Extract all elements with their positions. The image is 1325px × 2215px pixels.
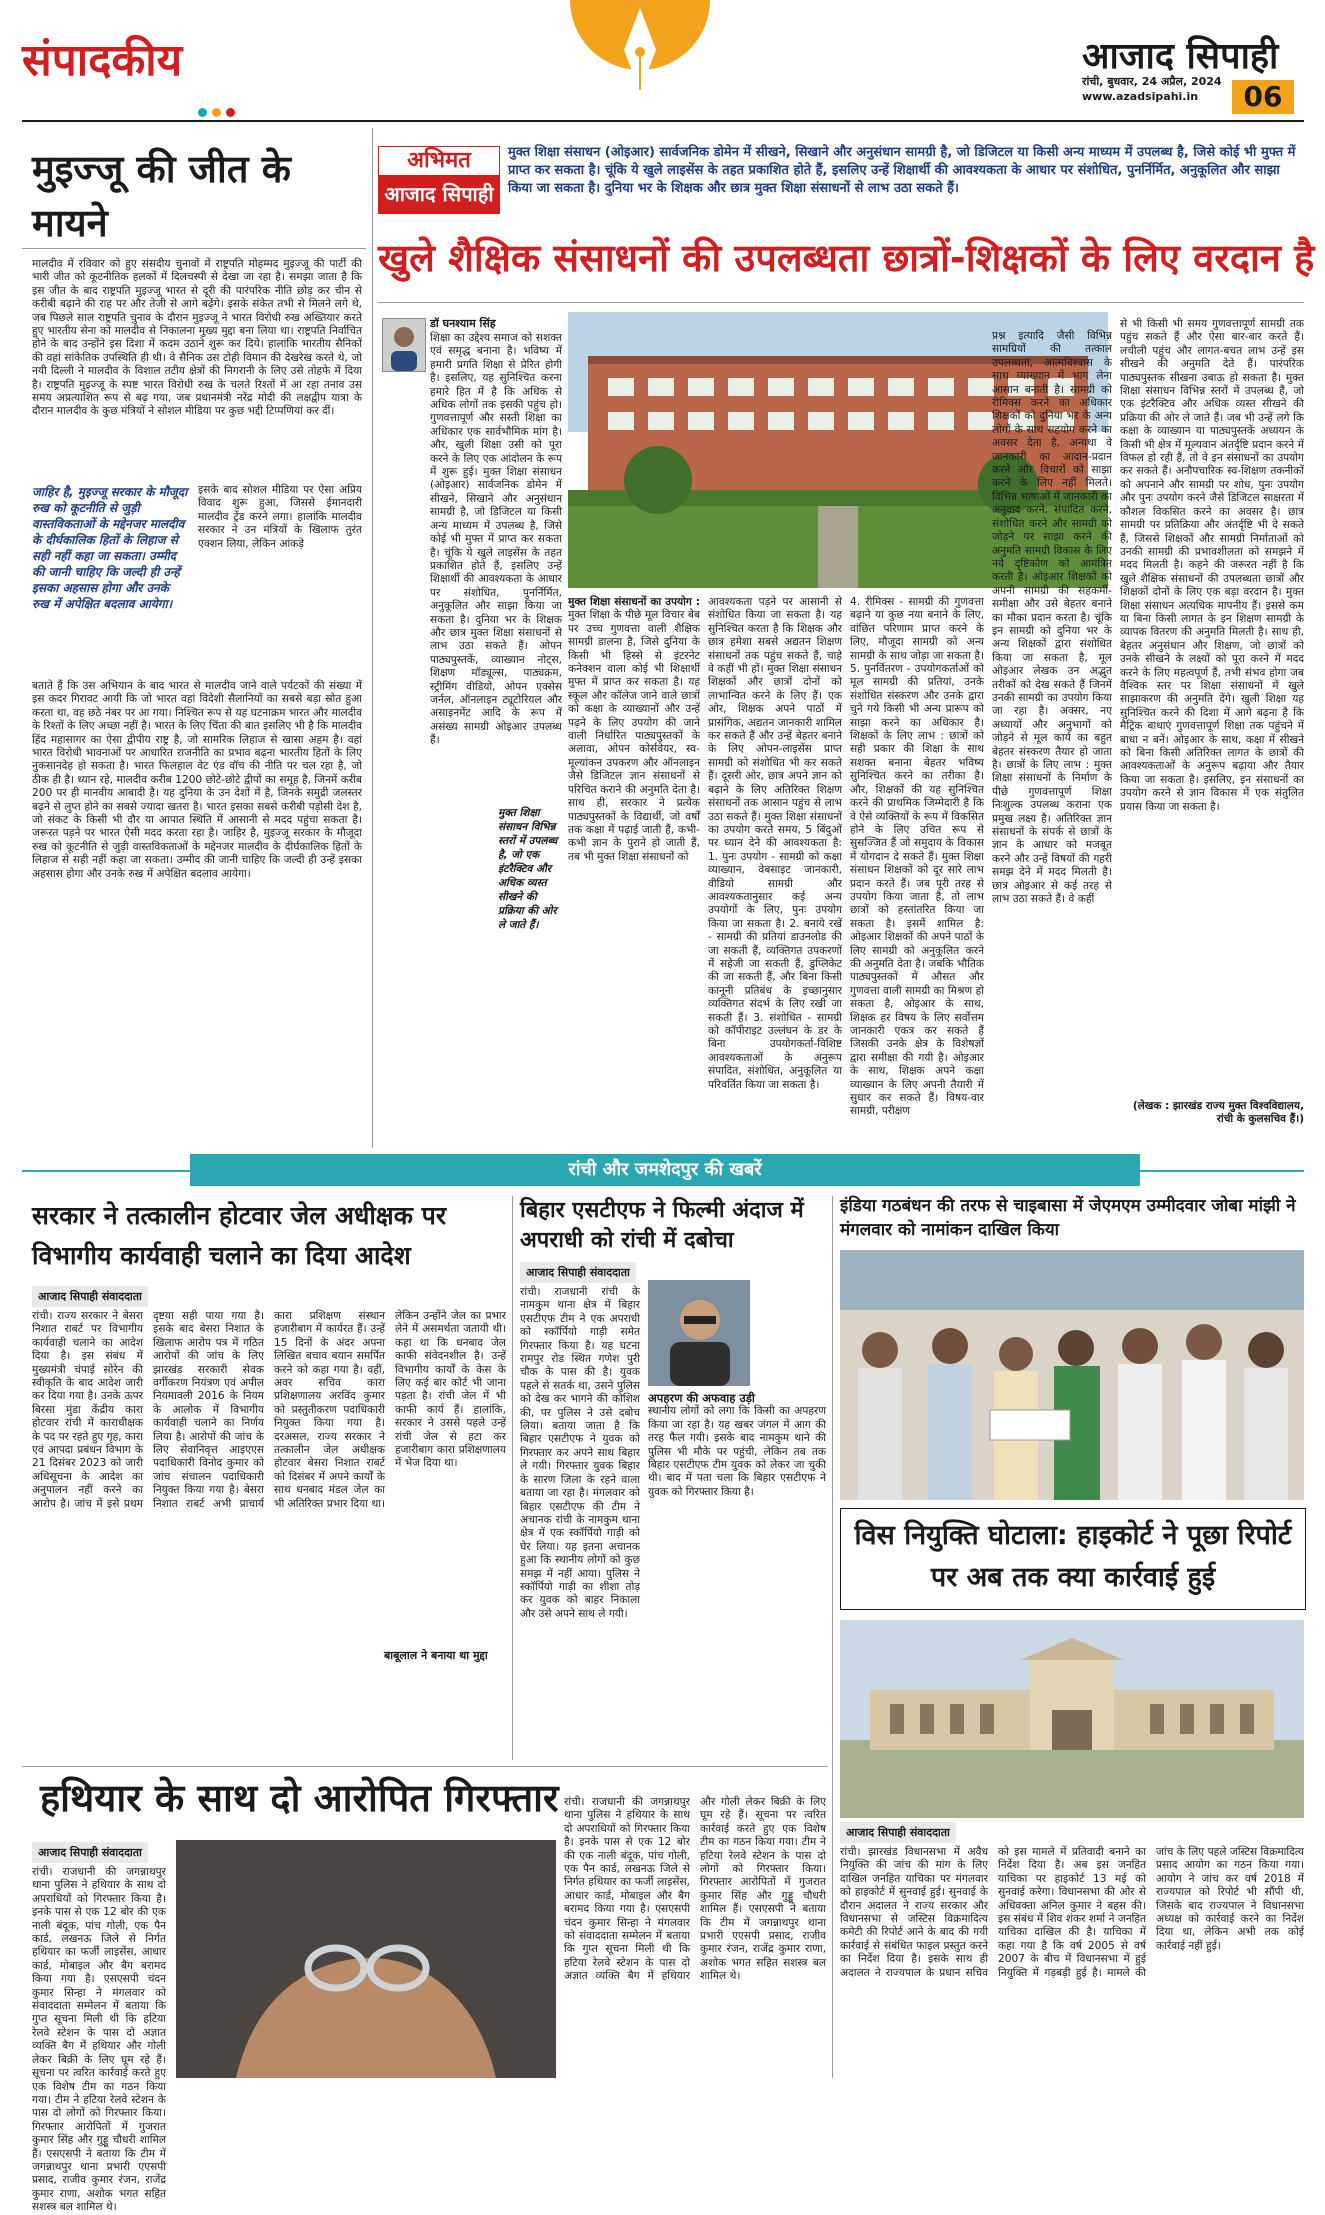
handcuffs-photo [176, 1840, 556, 2078]
opinion-col-4: प्रश्न इत्यादि जैसी विभिन्न सामग्रियों की तत्काल उपलब्धता, आत्मविश्वास के साथ व्याख्यान में भाग लेना आसान बनाती है। सामग्री को रीमिक्स करने का अधिकार शिक्षकों को दुनिया भर के अन्य लोगों के साथ सहयोग करने का अवसर देता है, अन्यथा वे जानकारी का आदान-प्रदान करने और विचारों को साझा करने के लिए नहीं मिलते। विभिन्न भाषाओं में जानकारी का अनुवाद करने, संपादित करने, संशोधित करने और सामग्री को जोड़ने पर साझा करने की अनुमति सामग्री विकास के लिए नये दृष्टिकोण को आमंत्रित करती है। ओइआर शिक्षकों को अपनी सामग्री की सहकर्मी-समीक्षा और उसे बेहतर बनाने का मौका प्रदान करता है। चूंकि इन सामग्री को दुनिया भर के अन्य शिक्षकों द्वारा संशोधित किया जा सकता है, मूल ओइआर लेखक उन अद्भुत तरीकों को देख सकते हैं जिनमें उनकी सामग्री का उपयोग किया जा रहा है। अक्सर, नए अध्यायों और अनुभागों को जोड़ने से मूल कार्य का बहुत बेहतर संस्करण तैयार हो जाता है। छात्रों के लिए लाभ : मुक्त शिक्षा संसाधनों के निर्माण के पीछे गुणवत्तापूर्ण शिक्षा निःशुल्क उपलब्ध कराना एक प्रमुख लक्ष्य है। अतिरिक्त ज्ञान संसाधनों के संपर्क से छात्रों के ज्ञान के आधार को मजबूत करने और उन्हें विषयों की गहरी समझ देने में मदद मिलती है। छात्र ओइआर से कई तरह से लाभ उठा सकते हैं। वे कहीं [992, 330, 1112, 906]
author-name: डॉ घनश्याम सिंह [430, 317, 496, 330]
editorial-body-1: मालदीव में रविवार को हुए संसदीय चुनावों में राष्ट्रपति मोहम्मद मुइज्जू की पार्टी की भारी जीत को कूटनीतिक हलकों में दिलचस्पी से देखा जा रहा है। समझा जाता है कि इस जीत के बाद राष्ट्रपति मुइज्जू भारत से दूरी की पारंपरिक नीति छोड़ कर चीन से करीबी बढ़ाने की राह पर और तेजी से आगे बढ़ेंगे। इसके संकेत तभी से मिलने लगे थे, जब पिछले साल राष्ट्रपति चुनाव के दौरान मुइज्जू ने भारत विरोधी रुख अख्तियार करते हुए भारतीय सेना को मालदीव से निकालना मुख्य मुद्दा बना लिया था। राष्ट्रपति निर्वाचित होने के बाद उन्होंने इस दिशा में कदम उठाने शुरू कर दिये। हालांकि भारतीय सैनिकों की वहां सांकेतिक उपस्थिति ही थी। वे सैनिक उस टोही विमान की देखरेख करते थे, जो नयी दिल्ली ने मालदीव के विशाल तटीय क्षेत्रों की निगरानी के लिए उसे तोहफे में दिया है। राष्ट्रपति मुइज्जू के स्पष्ट भारत विरोधी रुख के चलते रिश्तों में आ रहा तनाव उस समय अप्रत्याशित रूप से बढ़ गया, जब प्रधानमंत्री नरेंद्र मोदी की लक्षद्वीप यात्रा के दौरान मालदीव के कुछ मंत्रियों ने सोशल मीडिया पर कुछ भद्दी टिप्पणियां कर दीं। [32, 258, 362, 418]
section-band [190, 1154, 1140, 1186]
assembly-building-illustration [840, 1620, 1304, 1818]
opinion-col-2 [708, 596, 842, 1114]
handcuffed-hands-illustration [176, 1840, 556, 2078]
arrest-photo [648, 1280, 750, 1386]
opinion-badge-bottom: आजाद सिपाही [379, 175, 499, 213]
arms-byline: आजाद सिपाही संवाददाता [32, 1842, 148, 1863]
author-photo [382, 318, 426, 372]
court-byline: आजाद सिपाही संवाददाता [840, 1822, 956, 1843]
court-body: रांची। झारखंड विधानसभा में अवैध नियुक्ति की जांच की मांग के लिए दाखिल जनहित याचिका पर मंगलवार को हाइकोर्ट में सुनवाई हुई। सुनवाई के दौरान अदालत ने राज्य सरकार और विधानसभा से जस्टिस विक्रमादित्य कमेटी की रिपोर्ट आने के बाद की गयी कार्रवाई से संबंधित फाइल प्रस्तुत करने का निर्देश दिया है। इसके साथ ही अदालत ने राज्यपाल के प्रधान सचिव को इस मामले में प्रतिवादी बनाने का निर्देश दिया है। अब इस जनहित याचिका पर हाइकोर्ट 13 मई को सुनवाई करेगा। विधानसभा की ओर से अधिवक्ता अनिल कुमार ने बहस की। इस संबंध में शिव शंकर शर्मा ने जनहित याचिका दाखिल की है। याचिका में कहा गया है कि वर्ष 2005 से वर्ष 2007 के बीच में विधानसभा में हुई नियुक्ति में गड़बड़ी हुई है। मामले की जांच के लिए पहले जस्टिस विक्रमादित्य प्रसाद आयोग का गठन किया गया। आयोग ने जांच कर वर्ष 2018 में राज्यपाल को रिपोर्ट भी सौंपी थी, जिसके बाद राज्यपाल ने विधानसभा अध्यक्ष को कार्रवाई करने का निर्देश दिया था, लेकिन अभी तक कोई कार्रवाई नहीं हुई। [840, 1846, 1304, 1979]
arms-headline: हथियार के साथ दो आरोपित गिरफ्तार [40, 1776, 559, 1820]
opinion-badge [378, 146, 500, 214]
arms-body-col-1: रांची। राजधानी की जगन्नाथपुर थाना पुलिस ने हथियार के साथ दो अपराधियों को गिरफ्तार किया है। इनके पास से एक 12 बोर की एक नाली बंदूक, पांच गोली, एक पैन कार्ड, लखनऊ जिले से निर्गत हथियार का फर्जी लाइसेंस, आधार कार्ड, मोबाइल और बैग बरामद किया गया है। एसएसपी चंदन कुमार सिन्हा ने मंगलवार को संवाददाता सम्मेलन में बताया कि गुप्त सूचना मिली थी कि हटिया रेलवे स्टेशन के पास दो अज्ञात व्यक्ति बैग में हथियार और गोली लेकर बिक्री के लिए घूम रहे हैं। सूचना पर त्वरित कार्रवाई करते हुए एक विशेष टीम का गठन किया गया। टीम ने हटिया रेलवे स्टेशन के पास दो लोगों को गिरफ्तार किया। गिरफ्तार आरोपितों में गुजरात कुमार सिंह और गुड्डू चौधरी शामिल हैं। एसएसपी ने बताया कि टीम में जगन्नाथपुर थाना प्रभारी एएसपी प्रसाद, राजीव कुमार रंजन, राजेंद्र कुमार राणा, अशोक भगत सहित सशस्त्र बल शामिल थे। [32, 1866, 166, 2214]
opinion-standfirst: मुक्त शिक्षा संसाधन (ओइआर) सार्वजनिक डोमेन में सीखने, सिखाने और अनुसंधान सामग्री है, जो डिजिटल या किसी अन्य माध्यम में उपलब्ध है, जिसे कोई भी मुफ्त में प्राप्त कर सकता है। चूंकि ये खुले लाइसेंस के तहत प्रकाशित होते हैं, इसलिए उन्हें शिक्षार्थी की आवश्यकता के आधार पर संशोधित, पुनर्निर्मित, अनुकूलित और साझा किया जा सकता है। दुनिया भर के शिक्षक और छात्र मुक्त शिक्षा संसाधनों से लाभ उठा सकते हैं। [508, 145, 1296, 196]
jail-body: रांची। राज्य सरकार ने बेसरा निशात राबर्ट पर विभागीय कार्यवाही चलाने का आदेश दिया है। इस संबंध में मुख्यमंत्री चंपाई सोरेन की स्वीकृति के बाद आदेश जारी कर दिया गया है। उनके ऊपर बिरसा मुंडा केंद्रीय कारा होटवार रांची में काराधीक्षक के पद पर रहते हुए गृह, कारा एवं आपदा प्रबंधन विभाग के 21 दिसंबर 2023 को जारी अधिसूचना के आदेश का अनुपालन नहीं करने का आरोप है। जांच में इसे प्रथम दृष्टया सही पाया गया है। इसके बाद बेसरा निशात के खिलाफ आरोप पत्र में गठित आरोपों की जांच के लिए झारखंड सरकारी सेवक वर्गीकरण नियंत्रण एवं अपील नियमावली 2016 के नियम के आलोक में विभागीय कार्यवाही चलाने का निर्णय लिया है। आरोपों की जांच के लिए सेवानिवृत्त आइएएस पदाधिकारी विनोद कुमार को जांच संचालन पदाधिकारी नियुक्त किया गया है। बेसरा निशात राबर्ट अभी प्राचार्य कारा प्रशिक्षण संस्थान हजारीबाग में कार्यरत हैं। उन्हें 15 दिनों के अंदर अपना लिखित बचाव बयान समर्पित करने को कहा गया है। वहीं, अवर सचिव कारा प्रशिक्षणालय अरविंद कुमार को प्रस्तुतीकरण पदाधिकारी नियुक्त किया गया है। दरअसल, राज्य सरकार ने तत्कालीन जेल अधीक्षक होटवार बेसरा निशात राबर्ट को दिसंबर में अपने कार्यों के साथ धनबाद मंडल जेल का भी अतिरिक्त प्रभार दिया था। लेकिन उन्होंने जेल का प्रभार लेने में असमर्थता जतायी थी। कहा था कि धनबाद जेल काफी संवेदनशील है। उन्हें विभागीय कार्यों के केस के लिए कई बार कोर्ट भी जाना पड़ता है। रांची जेल में भी काफी कार्य हैं। हालांकि, सरकार ने उससे पहले उन्हें रांची जेल से हटा कर हजारीबाग कारा प्रशिक्षणालय में भेज दिया था। [32, 1310, 506, 1510]
section-band-label: रांची और जमशेदपुर की खबरें [568, 1159, 762, 1180]
dateline: रांची, बुधवार, 24 अप्रैल, 2024 [1082, 75, 1222, 88]
jmm-headline: इंडिया गठबंधन की तरफ से चाइबासा में जेएमएम उम्मीदवार जोबा मांझी ने मंगलवार को नामांकन दाखिल किया [840, 1196, 1296, 1240]
arrested-man-illustration [648, 1280, 750, 1386]
editorial-body-2: इसके बाद सोशल मीडिया पर ऐसा अप्रिय विवाद शुरू हुआ, जिससे ईमानदारी मालदीव ट्रेंड करने लगा। हालांकि मालदीव सरकार ने उन मंत्रियों के खिलाफ तुरंत एक्शन लिया, लेकिन आंकड़े [198, 484, 362, 550]
opinion-side-quote: मुक्त शिक्षा संसाधन विभिन्न स्तरों में उपलब्ध है, जो एक इंटरैक्टिव और अधिक व्यस्त सीखने की प्रक्रिया की ओर ले जाते हैं। [498, 807, 558, 931]
paper-logo: आजाद सिपाही [1082, 36, 1279, 77]
opinion-col-1b [568, 596, 700, 1114]
opinion-col-1b-head: मुक्त शिक्षा संसाधनों का उपयोग : [568, 596, 700, 608]
masthead [0, 0, 1325, 118]
opinion-col-1: शिक्षा का उद्देश्य समाज को सशक्त एवं समृद्ध बनाना है। भविष्य में हमारी प्रगति शिक्षा से प्रेरित होगी है। इसलिए, यह सुनिश्चित करना हमारे हित में है कि अधिक से अधिक लोगों तक इसकी पहुंच हो। गुणवत्तापूर्ण और सस्ती शिक्षा का अधिकार एक सार्वभौमिक मांग है। और, खुली शिक्षा उसी को पूरा करने के लिए एक आंदोलन के रूप में शुरू हुई। मुक्त शिक्षा संसाधन (ओइआर) सार्वजनिक डोमेन में सीखने, सिखाने और अनुसंधान सामग्री है, जो डिजिटल या किसी अन्य माध्यम में उपलब्ध है, जिसे कोई भी मुफ्त में प्राप्त कर सकता है। चूंकि ये खुले लाइसेंस के तहत प्रकाशित होते हैं, इसलिए उन्हें शिक्षार्थी की आवश्यकता के आधार पर संशोधित, पुनर्निर्मित, अनुकूलित और साझा किया जा सकता है। दुनिया भर के शिक्षक और छात्र मुक्त शिक्षा संसाधनों से लाभ उठा सकते हैं। ओपन पाठ्यपुस्तकें, व्याख्यान नोट्स, शिक्षण मॉड्यूल्स, पाठ्यक्रम, स्ट्रीमिंग वीडियो, ओपन एक्सेस जर्नल, ऑनलाइन ट्यूटोरियल और असाइनमेंट आदि के रूप में असंख्य सामग्री ओइआर उपलब्ध हैं। [430, 332, 562, 747]
bihar-body-2-block [648, 1392, 826, 1760]
opinion-col-2-text: आवश्यकता पड़ने पर आसानी से संशोधित किया जा सकता है। यह सुनिश्चित करता है कि शिक्षक और छात्र हमेशा सबसे अद्यतन शिक्षण संसाधनों तक पहुंच सकते हैं, चाहे वे कहीं भी हों। मुक्त शिक्षा संसाधन शिक्षकों और छात्रों दोनों को लाभान्वित करने के लिए हैं। एक ओर, शिक्षक अपने पाठों में प्रासंगिक, अद्यतन जानकारी शामिल कर सकते हैं और उन्हें बेहतर बनाने के लिए ओपन-लाइसेंस प्राप्त सामग्री को संशोधित भी कर सकते हैं। दूसरी ओर, छात्र अपने ज्ञान को बढ़ाने के लिए अतिरिक्त शिक्षण संसाधनों तक आसान पहुंच से लाभ उठा सकते हैं। मुक्त शिक्षा संसाधनों का उपयोग करते समय, 5 बिंदुओं पर ध्यान देने की आवश्यकता है: [708, 596, 842, 850]
bihar-body-2: स्थानीय लोगों को लगा कि किसी का अपहरण किया जा रहा है। यह खबर जंगल में आग की तरह फैल गयी। इसके बाद नामकुम थाने की पुलिस भी मौके पर पहुंची, लेकिन तब तक बिहार एसटीएफ टीम युवक को लेकर जा चुकी थी। बाद में पता चला कि बिहार एसटीएफ ने युवक को गिरफ्तार किया है। [648, 1405, 826, 1498]
editorial [22, 128, 366, 1148]
opinion-credit: (लेखक : झारखंड राज्य मुक्त विश्वविद्यालय, रांची के कुलसचिव हैं।) [1132, 1100, 1304, 1125]
nomination-photo [840, 1250, 1304, 1500]
editorial-body-3: बताते हैं कि उस अभियान के बाद भारत से मालदीव जाने वाले पर्यटकों की संख्या में इस कदर गिरावट आयी कि जो भारत वहां विदेशी सैलानियों का सबसे बड़ा स्रोत हुआ करता था, वह छठे नंबर पर आ गया। निश्चित रूप से यह घटनाक्रम भारत और मालदीव के रिश्तों के लिए अच्छा नहीं है। भारत के लिए चिंता की बात इसलिए भी है कि मालदीव हिंद महासागर का ऐसा द्वीपीय राष्ट्र है, जो सामरिक लिहाज से खासा अहम है। वहां भारत विरोधी भावनाओं पर आधारित राजनीति का प्रभाव बढ़ना भारतीय हितों के लिए नुकसानदेह हो सकता है। भारत फिलहाल वेट एंड वॉच की नीति पर चल रहा है, जो ठीक ही है। ध्यान रहे, मालदीव करीब 1200 छोटे-छोटे द्वीपों का समूह है, जिनमें करीब 200 पर ही मानवीय आबादी है। यह दुनिया के उन देशों में है, जिनके समुद्री जलस्तर बढ़ने से लुप्त होने का सबसे ज्यादा खतरा है। भारत इसका सबसे करीबी पड़ोसी देश है, जो संकट के किसी भी दौर या आपात स्थिति में आसानी से मदद पहुंचा सकता है। जरूरत पड़ने पर भारत ऐसी मदद करता रहा है। जाहिर है, मुइज्जू सरकार के मौजूदा रुख को कूटनीति से जुड़ी वास्तविकताओं के मद्देनजर मालदीव के दीर्घकालिक हितों के लिहाज से सही नहीं कहा जा सकता। उम्मीद की जानी चाहिए कि जल्दी ही उन्हें इसका अहसास होगा और उनके रुख में अपेक्षित बदलाव आयेगा। [32, 680, 362, 880]
court-headline-box [840, 1508, 1306, 1610]
jail-subhead: बाबूलाल ने बनाया था मुद्दा [384, 1649, 488, 1662]
arms-body-continued: रांची। राजधानी की जगन्नाथपुर थाना पुलिस ने हथियार के साथ दो अपराधियों को गिरफ्तार किया है। इनके पास से एक 12 बोर की एक नाली बंदूक, पांच गोली, एक पैन कार्ड, लखनऊ जिले से निर्गत हथियार का फर्जी लाइसेंस, आधार कार्ड, मोबाइल और बैग बरामद किया गया है। एसएसपी चंदन कुमार सिन्हा ने मंगलवार को संवाददाता सम्मेलन में बताया कि गुप्त सूचना मिली थी कि हटिया रेलवे स्टेशन के पास दो अज्ञात व्यक्ति बैग में हथियार और गोली लेकर बिक्री के लिए घूम रहे हैं। सूचना पर त्वरित कार्रवाई करते हुए एक विशेष टीम का गठन किया गया। टीम ने हटिया रेलवे स्टेशन के पास दो लोगों को गिरफ्तार किया। गिरफ्तार आरोपितों में गुजरात कुमार सिंह और गुड्डू चौधरी शामिल हैं। एसएसपी ने बताया कि टीम में जगन्नाथपुर थाना प्रभारी एएसपी प्रसाद, राजीव कुमार रंजन, राजेंद्र कुमार राणा, अशोक भगत सहित सशस्त्र बल शामिल थे। [564, 1796, 826, 1983]
opinion-col-1b-text: मुक्त शिक्षा के पीछे मूल विचार बेब पर उच्च गुणवत्ता वाली शैक्षिक सामग्री डालना है, जिसे दुनिया के किसी भी हिस्से से इंटरनेट कनेक्शन वाला कोई भी शिक्षार्थी मुफ्त में प्राप्त कर सकता है। यह स्कूल और कॉलेज जाने वाले छात्रों को कक्षा के व्याख्यानों और उन्हें पढ़ने के लिए उपयोग की जाने वाली निर्धारित पाठ्यपुस्तकों के अलावा, ओपन कोर्सवेयर, स्व-मूल्यांकन उपकरण और ऑनलाइन जैसे डिजिटल ज्ञान संसाधनों से परिचित कराने की अनुमति देता है। साथ ही, सरकार ने प्रत्येक पाठ्यपुस्तकों के विद्यार्थी, जो वर्षों तक कक्षा में पढ़ाई जाती हैं, कभी-कभी ज्ञान के पुराने हो जाती हैं, तब भी मुक्त शिक्षा संसाधनों को [568, 609, 700, 863]
bihar-byline: आजाद सिपाही संवाददाता [520, 1262, 636, 1283]
author-portrait-icon [383, 319, 425, 371]
opinion-col-3: 4. रीमिक्स - सामग्री की गुणवत्ता बढ़ाने या कुछ नया बनाने के लिए, वांछित परिणाम प्राप्त करने के लिए, मौजूदा सामग्री को अन्य सामग्री के साथ जोड़ा जा सकता है। 5. पुनर्वितरण - उपयोगकर्ताओं को मूल सामग्री की प्रतियां, उनके संशोधित संस्करण और उनके द्वारा चुने गये किसी भी अन्य प्रारूप को साझा करने का अधिकार है। शिक्षकों के लिए लाभ : छात्रों को सही प्रकार की शिक्षा के साथ सशक्त बनाना बेहतर भविष्य सुनिश्चित करने का तरीका है। और, शिक्षकों की यह सुनिश्चित करने की प्राथमिक जिम्मेदारी है कि वे ऐसे व्यक्तियों के रूप में विकसित होने के लिए उचित रूप से सुसज्जित हैं जो समुदाय के विकास में योगदान दे सकते हैं। मुक्त शिक्षा संसाधन शिक्षकों को दूर सारे लाभ प्रदान करते हैं। जब पूरी तरह से उपयोग किया जाता है, तो लाभ छात्रों को हस्तांतरित किया जा सकता है। इसमें शामिल है: ओइआर शिक्षकों की अपने पाठों के लिए सामग्री को अनुकूलित करने की अनुमति देता है। जबकि भौतिक पाठ्यपुस्तकों में औसत और गुणवत्ता वाली सामग्री का मिश्रण हो सकता है, ओइआर के साथ, शिक्षक हर विषय के लिए सर्वोत्तम जानकारी एकत्र कर सकते हैं जिसकी उनके क्षेत्र के विशेषज्ञों द्वारा समीक्षा की गयी है। ओइआर के साथ, शिक्षक अपने कक्षा व्याख्यान के लिए अपनी तैयारी में सुधार कर सकते हैं। विषय-वार सामग्री, परीक्षण [850, 596, 984, 1118]
bihar-body: रांची। राजधानी रांची के नामकुम थाना क्षेत्र में बिहार एसटीएफ टीम ने एक अपराधी को स्कॉर्पियो गाड़ी समेत गिरफ्तार किया है। यह घटना रामपुर रोड स्थित गणेश पुरी चौक के पास की है। युवक पहले से सतर्क था, उसने पुलिस को देख कर भागने की कोशिश की, पर पुलिस ने उसे दबोच लिया। बताया जाता है कि बिहार एसटीएफ ने युवक को गिरफ्तार कर अपने साथ बिहार ले गयी। गिरफ्तार युवक बिहार के सारण जिला के रहने वाला बताया जा रहा है। मंगलवार को बिहार एसटीएफ की टीम ने अचानक रांची के नामकुम थाना क्षेत्र में एक स्कॉर्पियो गाड़ी को घेर लिया। यह इतना अचानक हुआ कि स्थानीय लोगों को कुछ समझ में नहीं आया। पुलिस ने स्कॉर्पियो गाड़ी का शीशा तोड़ कर युवक को बाहर निकाला और उसे अपने साथ ले गयी। [520, 1286, 640, 1620]
decor-dots [198, 102, 240, 121]
section-title: संपादकीय [22, 35, 183, 86]
arms-body-col-2 [564, 1796, 826, 2078]
website: www.azadsipahi.in [1082, 90, 1199, 103]
opinion-col-5: से भी किसी भी समय गुणवत्तापूर्ण सामग्री तक पहुंच सकते हैं और ऐसा बार-बार करते हैं। लचीली पहुंच और लागत-बचत लाभ उन्हें इस सीखने की अनुमति देते हैं। पारंपरिक पाठ्यपुस्तक सीखना उबाऊ हो सकता है। मुक्त शिक्षा संसाधन विभिन्न स्तरों में उपलब्ध हैं, जो एक इंटरैक्टिव और अधिक व्यस्त सीखने की प्रक्रिया की ओर ले जाते हैं। जब भी उन्हें लगे कि कक्षा के व्याख्यान या पाठ्यपुस्तकें अध्ययन के किसी भी क्षेत्र में मूल्यवान अंतर्दृष्टि प्रदान करने में विफल हो रही हैं, तो वे इन संसाधनों का उपयोग कर सकते हैं। अनौपचारिक स्व-शिक्षण तकनीकों को अपनाने और सामग्री पर शोध, पुनः उपयोग और पुनः उपयोग करने जैसे डिजिटल साक्षरता में कौशल विकसित करने का अवसर है। छात्र सामग्री पर प्रतिक्रिया और अंतर्दृष्टि भी दे सकते हैं, जिससे शिक्षकों और सामग्री निर्माताओं को उनकी सामग्री की प्रभावशीलता को समझने में मदद मिलती है। कहने की जरूरत नहीं है कि खुले शैक्षिक संसाधनों की उपलब्धता छात्रों और शिक्षकों दोनों के लिए एक बड़ा वरदान है। मुक्त शिक्षा संसाधन अत्यधिक मापनीय हैं। इससे कम या बिना किसी लागत के इन शिक्षण सामग्री के व्यापक वितरण की अनुमति मिलती है। साथ ही, बेहतर अनुसंधान और शिक्षण, जो छात्रों को उनके सीखने के लक्ष्यों को पूरा करने में मदद करने के लिए महत्वपूर्ण हैं, तभी संभव होगा जब वैश्विक स्तर पर शिक्षा संसाधनों में खुले साझाकरण की अनुमति देंगे। खुली शिक्षा यह सुनिश्चित करने की दिशा में आगे बढ़ना है कि मैट्रिक बाधाएं गुणवत्तापूर्ण शिक्षा तक पहुंचने में बाधा न बनें। ओइआर के साथ, कक्षा में सीखने को बिना किसी अतिरिक्त लागत के छात्रों की आवश्यकताओं के अनुरूप बढ़ाया और तैयार किया जा सकता है। इसलिए, इन संसाधनों का उपयोग करने से ज्ञान विकास में एक संतुलित प्रयास किया जा सकता है। [1120, 318, 1304, 813]
court-headline: विस नियुक्ति घोटाला: हाइकोर्ट ने पूछा रिपोर्ट पर अब तक क्या कार्रवाई हुई [854, 1520, 1292, 1593]
opinion-col-2-list: 1. पुनः उपयोग - सामग्री को कक्षा व्याख्यान, वेबसाइट जानकारी, वीडियो सामग्री और आवश्यकतानुसार कई अन्य उपयोगों के लिए, पुनः उपयोग किया जा सकता है। 2. बनाये रखें - सामग्री की प्रतियां डाउनलोड की जा सकती हैं, व्यक्तिगत उपकरणों में सहेजी जा सकती हैं, डुप्लिकेट की जा सकती हैं, और बिना किसी कानूनी प्रतिबंध के इच्छानुसार व्यक्तिगत संदर्भ के लिए रखी जा सकती हैं। 3. संशोधित - सामग्री को कॉपीराइट उल्लंघन के डर के बिना उपयोगकर्ता-विशिष्ट आवश्यकताओं के अनुरूप संपादित, संशोधित, अनुकूलित या परिवर्तित किया जा सकता है। [708, 850, 842, 1091]
assembly-photo [840, 1620, 1304, 1818]
opinion-headline: खुले शैक्षिक संसाधनों की उपलब्धता छात्रों-शिक्षकों के लिए वरदान है [378, 236, 1315, 280]
editorial-title: मुइज्जू की जीत के मायने [32, 147, 291, 245]
page-number: 06 [1232, 80, 1294, 114]
nomination-group-illustration [840, 1250, 1304, 1500]
jail-headline: सरकार ने तत्कालीन होटवार जेल अधीक्षक पर विभागीय कार्यवाही चलाने का दिया आदेश [32, 1201, 447, 1270]
pen-nib-icon [560, 0, 720, 100]
opinion-badge-top: अभिमत [379, 147, 499, 175]
editorial-pull-quote: जाहिर है, मुइज्जू सरकार के मौजूदा रुख को कूटनीति से जुड़ी वास्तविकताओं के मद्देनजर मालदीव के दीर्घकालिक हितों के लिहाज से सही नहीं कहा जा सकता। उम्मीद की जानी चाहिए कि जल्दी ही उन्हें इसका अहसास होगा और उनके रुख में अपेक्षित बदलाव आयेगा। [32, 485, 188, 611]
bihar-subhead: अपहरण की अफवाह उड़ी [648, 1391, 755, 1405]
bihar-headline: बिहार एसटीएफ ने फिल्मी अंदाज में अपराधी को रांची में दबोचा [520, 1198, 804, 1253]
jail-byline: आजाद सिपाही संवाददाता [32, 1286, 148, 1307]
